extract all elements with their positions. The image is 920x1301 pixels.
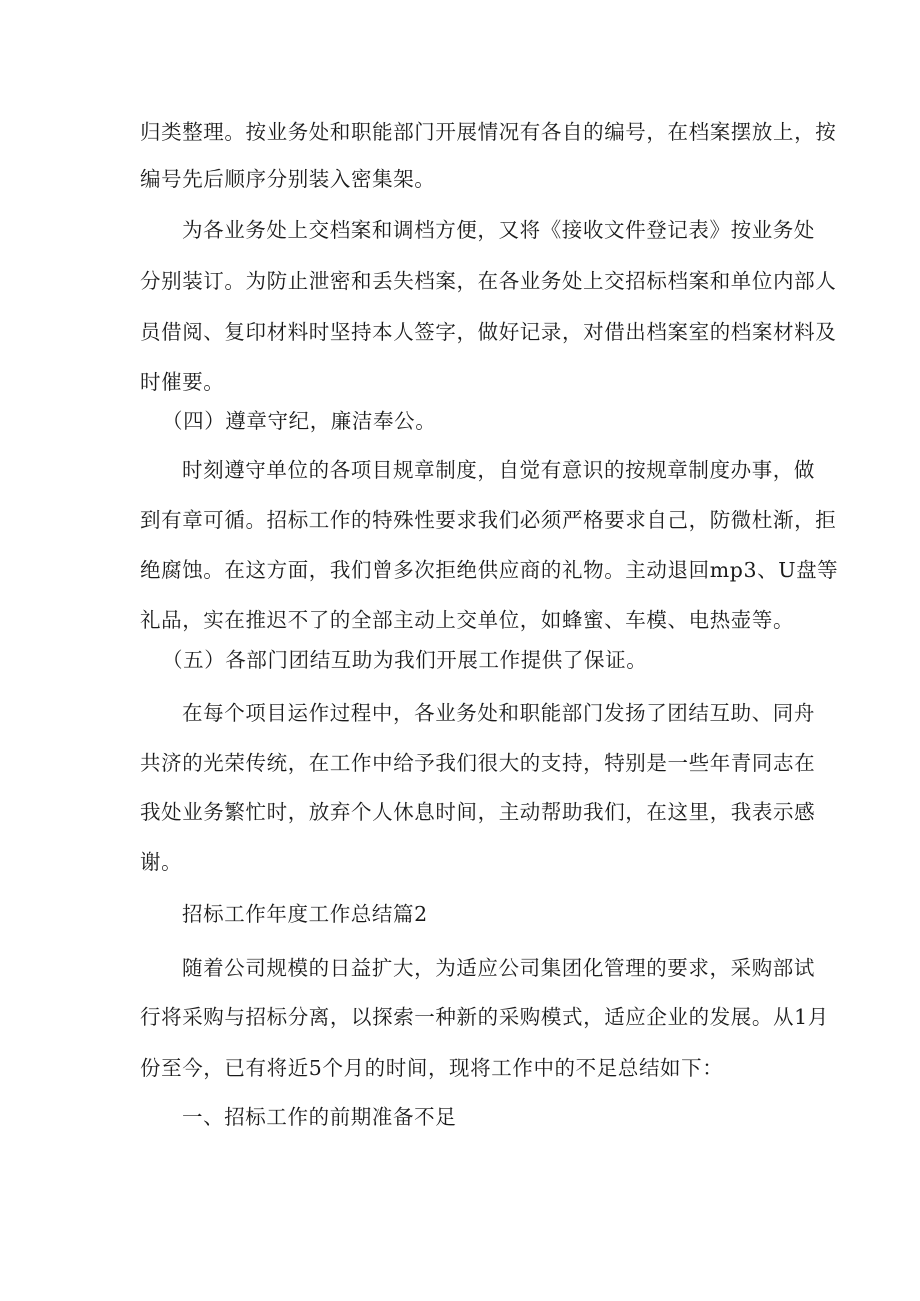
paragraph-line: 归类整理。按业务处和职能部门开展情况有各自的编号，在档案摆放上，按: [140, 120, 837, 144]
paragraph-line: 在每个项目运作过程中，各业务处和职能部门发扬了团结互助、同舟: [182, 701, 815, 725]
paragraph-line: 为各业务处上交档案和调档方便，又将《接收文件登记表》按业务处: [182, 218, 815, 242]
section-heading: 一、招标工作的前期准备不足: [182, 1105, 457, 1129]
section-heading: （四）遵章守纪，廉洁奉公。: [162, 409, 437, 433]
paragraph-line: 礼品，实在推迟不了的全部主动上交单位，如蜂蜜、车模、电热壶等。: [140, 608, 795, 632]
paragraph-line: 谢。: [140, 850, 183, 874]
paragraph-line: 员借阅、复印材料时坚持本人签字，做好记录，对借出档案室的档案材料及: [140, 320, 837, 344]
paragraph-line: 绝腐蚀。在这方面，我们曾多次拒绝供应商的礼物。主动退回mp3、U盘等: [140, 558, 839, 582]
paragraph-line: 份至今，已有将近5个月的时间，现将工作中的不足总结如下：: [140, 1056, 724, 1080]
paragraph-line: 编号先后顺序分别装入密集架。: [140, 167, 436, 191]
paragraph-line: 我处业务繁忙时，放弃个人休息时间，主动帮助我们，在这里，我表示感: [140, 800, 816, 824]
paragraph-line: 行将采购与招标分离，以探索一种新的采购模式，适应企业的发展。从1月: [140, 1005, 829, 1029]
paragraph-line: 时刻遵守单位的各项目规章制度，自觉有意识的按规章制度办事，做: [182, 458, 815, 482]
section-heading: （五）各部门团结互助为我们开展工作提供了保证。: [162, 648, 648, 672]
paragraph-line: 随着公司规模的日益扩大，为适应公司集团化管理的要求，采购部试: [182, 956, 815, 980]
article-title: 招标工作年度工作总结篇2: [182, 902, 428, 926]
paragraph-line: 共济的光荣传统，在工作中给予我们很大的支持，特别是一些年青同志在: [140, 751, 816, 775]
paragraph-line: 时催要。: [140, 370, 225, 394]
paragraph-line: 分别装订。为防止泄密和丢失档案，在各业务处上交招标档案和单位内部人: [140, 269, 837, 293]
paragraph-line: 到有章可循。招标工作的特殊性要求我们必须严格要求自己，防微杜渐，拒: [140, 508, 837, 532]
